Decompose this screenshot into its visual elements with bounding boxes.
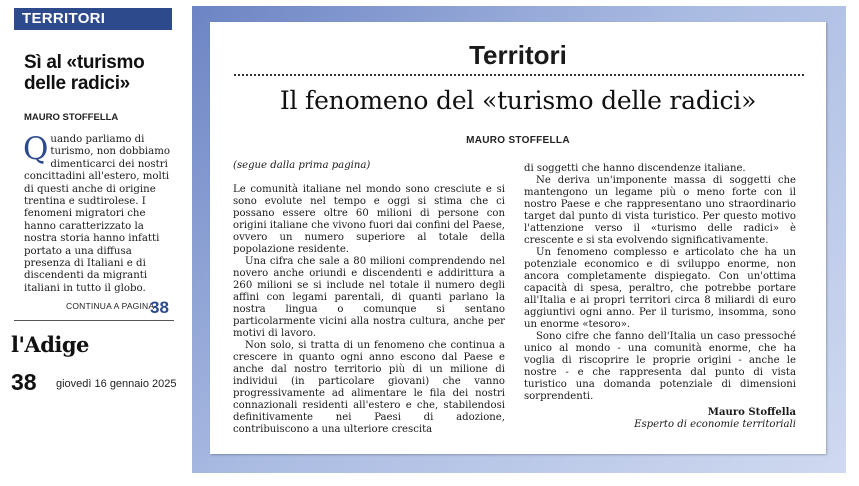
- teaser-title: Sì al «turismo delle radici»: [24, 52, 145, 94]
- divider: [14, 320, 174, 321]
- teaser-author: MAURO STOFFELLA: [24, 112, 119, 123]
- section-tag: TERRITORI: [14, 8, 172, 30]
- teaser-body: [23, 131, 174, 295]
- paragraph: Sono cifre che fanno dell'Italia un caso pressoché unico al mondo - una comunità enorme, che ha voglia di riscoprire le proprie origini - anche le nostre - e che rappresenta dal punto di vista turistico una domanda potenziale di dimensioni sorprendenti.: [524, 331, 796, 402]
- section-kicker: Territori: [469, 40, 567, 70]
- continua-page-number[interactable]: 38: [150, 298, 169, 317]
- dropcap: Q: [23, 131, 49, 167]
- newspaper-logo: l'Adige: [11, 332, 89, 357]
- dotted-divider: [234, 74, 804, 76]
- teaser-text: uando parliamo di turismo, non dobbiamo dimenticarci dei nostri concittadini all'estero, molti di questi anche di origine trentina e sudtirolese. I fenomeni migratori che hanno caratterizzato la nostra storia hanno infatti portato a una diffusa presenza di Italiani e di discendenti da migranti italiani in tutto il globo.: [24, 134, 171, 294]
- paragraph: Un fenomeno complesso e articolato che ha un potenziale economico e di sviluppo enorme, non ancora completamente dispiegato. Con un'ottima capacità di spesa, peraltro, che potrebbe portare all'Italia e ai propri territori circa 8 miliardi di euro aggiuntivi ogni anno. Per il turismo, insomma, sono un enorme «tesoro».: [524, 247, 796, 330]
- paragraph: Le comunità italiane nel mondo sono cresciute e si sono evolute nel tempo e oggi si stima che ci possano essere oltre 60 milioni di persone con origini italiane che vivono fuori dai confini del Paese, ovvero un numero superiore al totale della popolazione residente.: [233, 184, 506, 255]
- page-number: 38: [11, 369, 37, 395]
- segue-note: (segue dalla prima pagina): [233, 160, 371, 171]
- paragraph: Non solo, si tratta di un fenomeno che continua a crescere in quanto ogni anno escono dal Paese e anche dal nostro territorio più di un milione di individui (in particolare giovani) che vanno progressivamente ad alimentare le fila dei nostri connazionali residenti all'estero e che, stabilendosi definitivamente nei Paesi di adozione, contribuiscono a una ulteriore crescita: [233, 340, 505, 435]
- paragraph: Una cifra che sale a 80 milioni comprendendo nel novero anche oriundi e discendenti e addirittura a 260 milioni se si include nel totale il numero degli affini con legami parentali, di quanti parlano la nostra lingua o comunque si sentano particolarmente vicini alla nostra cultura, anche per motivi di lavoro.: [233, 256, 505, 339]
- article-headline: Il fenomeno del «turismo delle radici»: [279, 86, 757, 115]
- article-byline: MAURO STOFFELLA: [466, 135, 570, 146]
- article-column-2: [524, 163, 796, 431]
- paragraph: di soggetti che hanno discendenze italiane.: [524, 163, 746, 174]
- article-frame: [192, 6, 846, 473]
- article-column-1: [233, 160, 505, 436]
- article-card: [210, 22, 826, 454]
- author-signature: Mauro Stoffella: [707, 407, 796, 418]
- paragraph: Ne deriva un'imponente massa di soggetti che mantengono un legame più o meno forte con il nostro Paese e che rappresentano uno straordinario target dal punto di vista turistico. Per questo motivo l'attenzione verso il «turismo delle radici» è crescente e si sta evolvendo significativamente.: [524, 175, 796, 246]
- continua-label[interactable]: CONTINUA A PAGINA: [66, 301, 155, 311]
- issue-date: giovedì 16 gennaio 2025: [56, 378, 177, 390]
- left-teaser-column: [0, 0, 182, 486]
- author-role: Esperto di economie territoriali: [634, 419, 796, 430]
